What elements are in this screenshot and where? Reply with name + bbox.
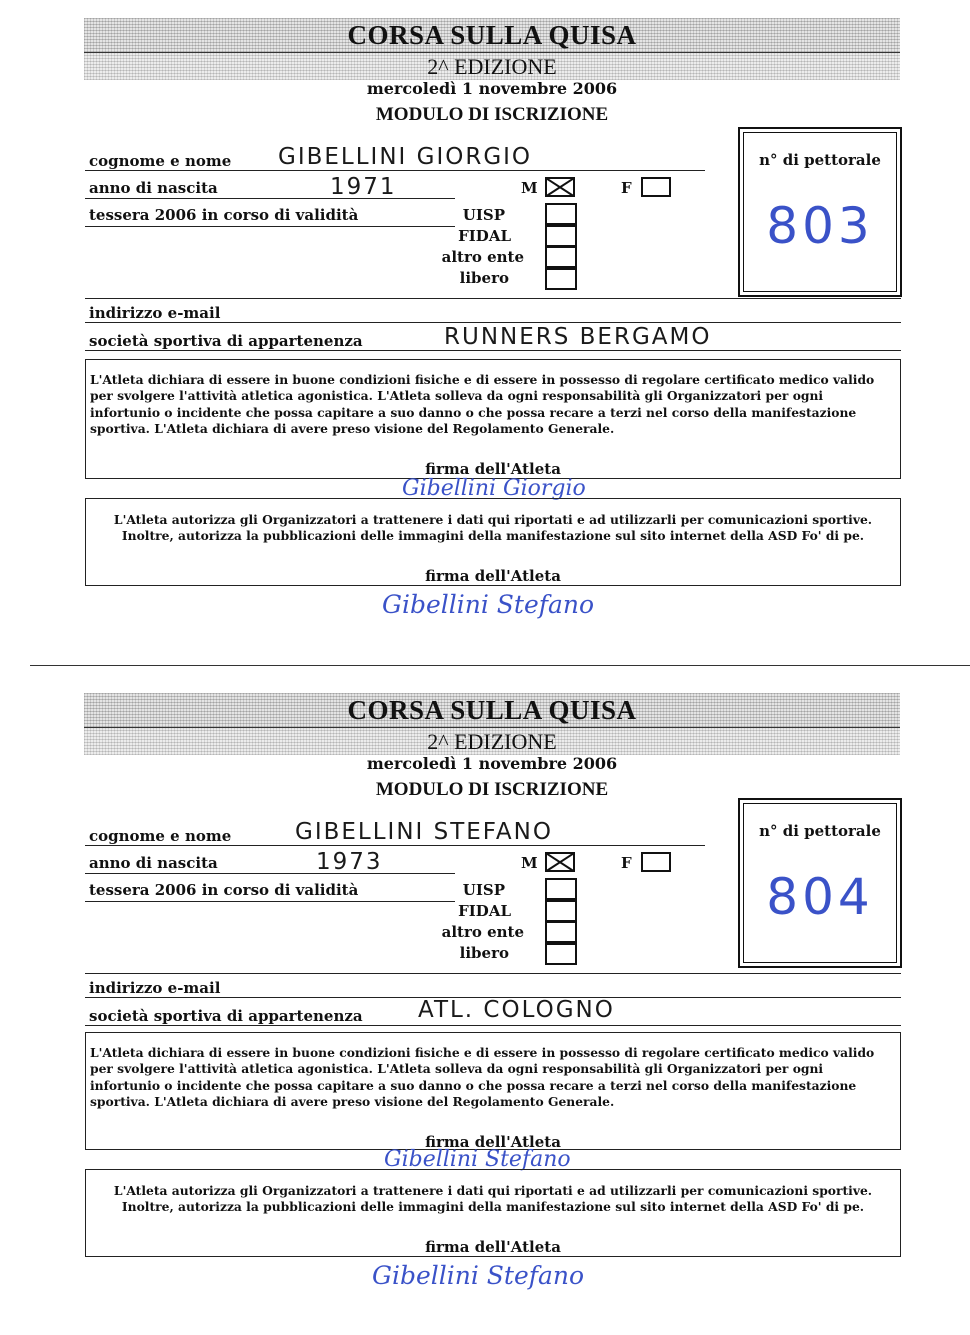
uisp-checkbox[interactable] <box>545 203 577 225</box>
signature-label: firma dell'Atleta <box>425 1133 561 1151</box>
edition-label: 2^ EDIZIONE <box>427 729 557 754</box>
male-checkbox[interactable] <box>545 852 575 872</box>
name-underline <box>85 845 705 846</box>
female-label: F <box>621 854 632 872</box>
bib-box <box>738 127 902 297</box>
female-checkbox[interactable] <box>641 852 671 872</box>
edition-label: 2^ EDIZIONE <box>427 54 557 79</box>
signature-label: firma dell'Atleta <box>425 1238 561 1256</box>
birth-year-value[interactable]: 1971 <box>330 174 397 200</box>
email-label: indirizzo e-mail <box>89 979 221 997</box>
uisp-checkbox[interactable] <box>545 878 577 900</box>
athlete-signature-1[interactable]: Gibellini Giorgio <box>402 476 586 501</box>
email-underline <box>85 322 901 323</box>
declaration-text: L'Atleta dichiara di essere in buone condizioni fisiche e di essere in possesso di regolare certificato medico valido per svolgere l'attività atletica agonistica. L'Atleta solleva da ogni responsabilità gli Organizzatori per ogni infortunio o incidente che possa capitare a suo danno o che possa recare a terzi nel corso della manifestazione sportiva. L'Atleta dichiara di avere preso visione del Regolamento Generale. <box>90 372 875 436</box>
fidal-label: FIDAL <box>458 902 511 920</box>
bib-box <box>738 798 902 968</box>
club-value[interactable]: ATL. COLOGNO <box>418 997 615 1023</box>
name-underline <box>85 170 705 171</box>
section-divider <box>85 298 901 299</box>
altro-ente-label: altro ente <box>441 248 524 266</box>
name-label: cognome e nome <box>89 827 232 845</box>
registration-form-1 <box>0 0 970 660</box>
name-value[interactable]: GIBELLINI STEFANO <box>295 819 553 845</box>
declaration-box <box>85 1032 901 1150</box>
registration-form-2 <box>0 675 970 1335</box>
uisp-label: UISP <box>462 206 505 224</box>
uisp-label: UISP <box>462 881 505 899</box>
declaration-box <box>85 359 901 479</box>
birth-year-label: anno di nascita <box>89 179 218 197</box>
athlete-signature-2[interactable]: Gibellini Stefano <box>372 1261 585 1290</box>
athlete-signature-2[interactable]: Gibellini Stefano <box>382 590 595 619</box>
birth-year-underline <box>85 198 455 199</box>
club-label: società sportiva di appartenenza <box>89 1007 363 1025</box>
libero-checkbox[interactable] <box>545 943 577 965</box>
event-date: mercoledì 1 novembre 2006 <box>366 754 618 773</box>
card-underline <box>85 901 455 902</box>
altro-ente-checkbox[interactable] <box>545 246 577 268</box>
cut-line <box>30 665 970 666</box>
altro-ente-checkbox[interactable] <box>545 921 577 943</box>
birth-year-label: anno di nascita <box>89 854 218 872</box>
club-label: società sportiva di appartenenza <box>89 332 363 350</box>
libero-label: libero <box>459 269 509 287</box>
fidal-checkbox[interactable] <box>545 225 577 247</box>
bib-label: n° di pettorale <box>759 822 881 840</box>
bib-number[interactable]: 803 <box>766 197 874 255</box>
club-underline <box>85 350 901 351</box>
club-value[interactable]: RUNNERS BERGAMO <box>444 324 712 350</box>
card-label: tessera 2006 in corso di validità <box>89 206 359 224</box>
card-underline <box>85 226 455 227</box>
email-label: indirizzo e-mail <box>89 304 221 322</box>
bib-label: n° di pettorale <box>759 151 881 169</box>
female-checkbox[interactable] <box>641 177 671 197</box>
name-label: cognome e nome <box>89 152 232 170</box>
consent-box <box>85 498 901 586</box>
event-title: CORSA SULLA QUISA <box>347 20 637 50</box>
male-checkbox[interactable] <box>545 177 575 197</box>
bib-number[interactable]: 804 <box>766 868 874 926</box>
athlete-signature-1[interactable]: Gibellini Stefano <box>384 1147 571 1172</box>
form-title: MODULO DI ISCRIZIONE <box>375 779 609 800</box>
male-label: M <box>521 179 538 197</box>
event-date: mercoledì 1 novembre 2006 <box>366 79 618 98</box>
libero-checkbox[interactable] <box>545 268 577 290</box>
section-divider <box>85 973 901 974</box>
signature-label: firma dell'Atleta <box>425 567 561 585</box>
consent-text: L'Atleta autorizza gli Organizzatori a trattenere i dati qui riportati e ad utilizzarli per comunicazioni sportive. Inoltre, autorizza la pubblicazioni delle immagini della manifestazione sul sito internet della ASD Fo' di pe. <box>113 1183 873 1215</box>
declaration-text: L'Atleta dichiara di essere in buone condizioni fisiche e di essere in possesso di regolare certificato medico valido per svolgere l'attività atletica agonistica. L'Atleta solleva da ogni responsabilità gli Organizzatori per ogni infortunio o incidente che possa capitare a suo danno o che possa recare a terzi nel corso della manifestazione sportiva. L'Atleta dichiara di avere preso visione del Regolamento Generale. <box>90 1045 875 1109</box>
event-title: CORSA SULLA QUISA <box>347 695 637 725</box>
altro-ente-label: altro ente <box>441 923 524 941</box>
signature-label: firma dell'Atleta <box>425 460 561 478</box>
fidal-checkbox[interactable] <box>545 900 577 922</box>
club-underline <box>85 1025 901 1026</box>
consent-box <box>85 1169 901 1257</box>
libero-label: libero <box>459 944 509 962</box>
card-label: tessera 2006 in corso di validità <box>89 881 359 899</box>
female-label: F <box>621 179 632 197</box>
consent-text: L'Atleta autorizza gli Organizzatori a trattenere i dati qui riportati e ad utilizzarli per comunicazioni sportive. Inoltre, autorizza la pubblicazioni delle immagini della manifestazione sul sito internet della ASD Fo' di pe. <box>113 512 873 544</box>
name-value[interactable]: GIBELLINI GIORGIO <box>278 144 533 170</box>
birth-year-value[interactable]: 1973 <box>316 849 383 875</box>
male-label: M <box>521 854 538 872</box>
form-title: MODULO DI ISCRIZIONE <box>375 104 609 125</box>
birth-year-underline <box>85 873 455 874</box>
fidal-label: FIDAL <box>458 227 511 245</box>
